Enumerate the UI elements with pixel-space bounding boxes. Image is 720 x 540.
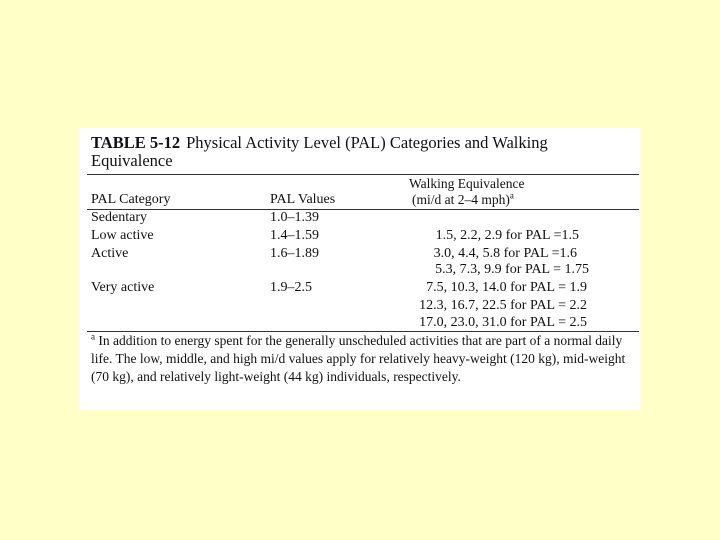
row-category: Low active — [91, 228, 154, 243]
header-walking-units: (mi/d at 2–4 mph) — [412, 192, 510, 207]
table-number: TABLE 5-12 — [91, 133, 181, 152]
row-values: 1.0–1.39 — [270, 210, 319, 225]
footnote-mark: a — [91, 331, 95, 342]
row-walking: 12.3, 16.7, 22.5 for PAL = 2.2 — [419, 298, 587, 313]
row-walking: 5.3, 7.3, 9.9 for PAL = 1.75 — [435, 262, 589, 277]
table-title — [91, 134, 631, 170]
header-pal-category: PAL Category — [91, 192, 171, 207]
footnote — [91, 332, 629, 386]
row-walking: 7.5, 10.3, 14.0 for PAL = 1.9 — [426, 280, 587, 295]
row-category: Very active — [91, 280, 155, 295]
header-walking-line1: Walking Equivalence — [409, 176, 525, 191]
row-values: 1.6–1.89 — [270, 246, 319, 261]
row-category: Sedentary — [91, 210, 147, 225]
row-walking: 17.0, 23.0, 31.0 for PAL = 2.5 — [419, 315, 587, 330]
row-values: 1.4–1.59 — [270, 228, 319, 243]
footnote-text: In addition to energy spent for the generally unscheduled activities that are part of a normal daily life. The low, middle, and high mi/d values apply for relatively heavy-weight (120 kg), mid-weight (70 kg), and relatively light-weight (44 kg) individuals, respectively. — [91, 333, 626, 384]
header-walking-line2 — [412, 192, 514, 208]
top-rule — [87, 174, 639, 175]
header-pal-values: PAL Values — [270, 192, 336, 207]
table-caption: Physical Activity Level (PAL) Categories and Walking Equivalence — [91, 133, 548, 170]
table-image — [79, 128, 641, 410]
row-walking: 3.0, 4.4, 5.8 for PAL =1.6 — [433, 246, 577, 261]
row-walking: 1.5, 2.2, 2.9 for PAL =1.5 — [435, 228, 579, 243]
row-values: 1.9–2.5 — [270, 280, 312, 295]
header-rule — [87, 209, 639, 210]
row-category: Active — [91, 246, 129, 261]
header-footnote-mark: a — [509, 190, 514, 201]
